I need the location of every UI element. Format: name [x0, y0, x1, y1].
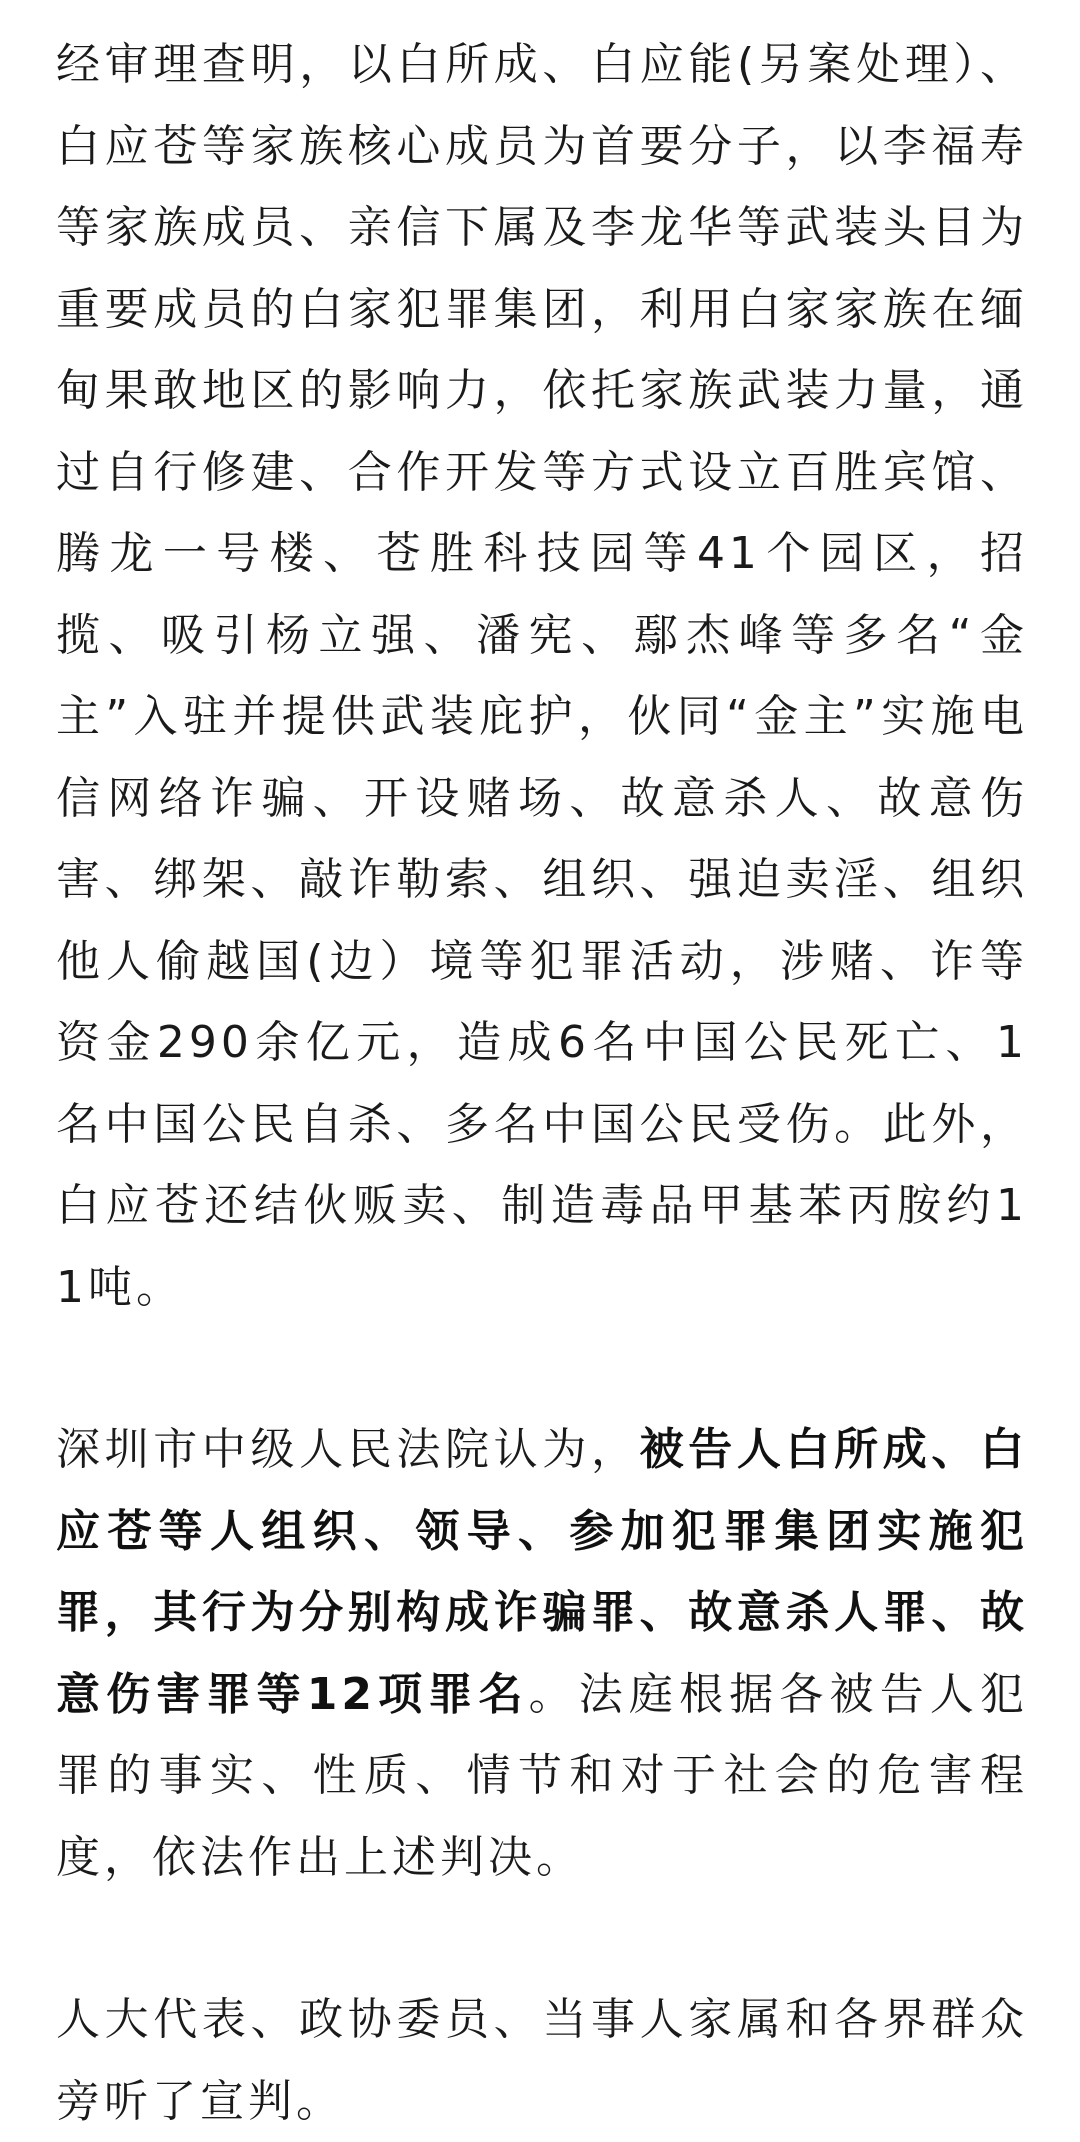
court-opinion-lead: 深圳市中级人民法院认为，	[56, 1424, 640, 1475]
paragraph-court-opinion	[56, 1409, 1028, 1898]
paragraph-audience: 人大代表、政协委员、当事人家属和各界群众旁听了宣判。	[56, 1994, 1028, 2127]
paragraph-investigation-findings: 经审理查明，以白所成、白应能(另案处理）、白应苍等家族核心成员为首要分子，以李福寿等家族成员、亲信下属及李龙华等武装头目为重要成员的白家犯罪集团，利用白家家族在缅甸果敢地区的影响力，依托家族武装力量，通过自行修建、合作开发等方式设立百胜宾馆、腾龙一号楼、苍胜科技园等41个园区，招揽、吸引杨立强、潘宪、鄢杰峰等多名“金主”入驻并提供武装庇护，伙同“金主”实施电信网络诈骗、开设赌场、故意杀人、故意伤害、绑架、敲诈勒索、组织、强迫卖淫、组织他人偷越国(边）境等犯罪活动，涉赌、诈等资金290余亿元，造成6名中国公民死亡、1名中国公民自杀、多名中国公民受伤。此外，白应苍还结伙贩卖、制造毒品甲基苯丙胺约11吨。	[56, 39, 1028, 1313]
article-body	[56, 24, 1028, 2142]
court-opinion-bold-charges: 被告人白所成、白应苍等人组织、领导、参加犯罪集团实施犯罪，其行为分别构成诈骗罪、故意杀人罪、故意伤害罪等12项罪名	[56, 1424, 1028, 1720]
court-opinion-tail: 。法庭根据各被告人犯罪的事实、性质、情节和对于社会的危害程度，依法作出上述判决。	[56, 1668, 1029, 1883]
